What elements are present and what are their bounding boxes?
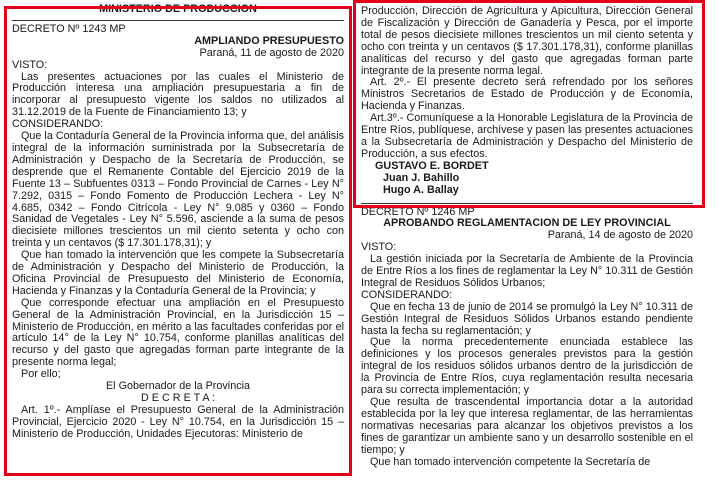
paragraph: Que corresponde efectuar una ampliación en el Presupuesto General de la Administración Provincial, en la Jurisdicción 15 – Ministerio de Producción, en mérito a las facultades conferidas por el artículo 14° de la Ley N° 10.754, conforme planillas analíticas del recurso y del gasto que agregadas forman parte integrante de la presente norma legal; (12, 296, 344, 369)
article-3: Art.3º.- Comuníquese a la Honorable Legislatura de la Provincia de Entre Ríos, publíquese, archívese y pasen las presentes actuaciones a la Subsecretaría de Administración y Despacho del Ministerio de Producción, a sus efectos. (361, 112, 693, 160)
decree-date: Paraná, 14 de agosto de 2020 (547, 229, 693, 242)
signature-block (361, 161, 693, 197)
paragraph: Que resulta de trascendental importancia dotar a la autoridad establecida por la ley que interesa reglamentar, de las herramientas normativas necesarias para alcanzar los objetivos previstos a los fines de garantizar un ambiente sano y un desarrollo sostenible en el tiempo; y (361, 396, 693, 456)
paragraph: Que la norma precedentemente enunciada establece las definiciones y los procesos generales previstos para la gestión integral de los residuos sólidos urbanos dentro de la jurisdicción de la Provincia de Entre Ríos, cuya reglamentación resulta necesaria para su correcta implementación; y (361, 336, 693, 397)
visto-heading: VISTO: (361, 241, 397, 254)
paragraph: Que en fecha 13 de junio de 2014 se promulgó la Ley N° 10.311 de Gestión Integral de Residuos Sólidos Urbanos estando pendiente hasta la fecha su reglamentación; y (361, 300, 693, 337)
signature-governor: GUSTAVO E. BORDET (375, 159, 489, 172)
considerando-heading: CONSIDERANDO: (12, 118, 104, 131)
decree-date: Paraná, 11 de agosto de 2020 (199, 46, 344, 59)
decree-number: DECRETO Nº 1246 MP (361, 205, 475, 218)
paragraph: Las presentes actuaciones por las cuales el Ministerio de Producción interesa una ampliación presupuestaria a fin de incorporar al presupuesto vigente los saldos no utilizados al 31.12.2019 de la Fuente de Financiamiento 13; y (12, 70, 344, 119)
signature-minister: Juan J. Bahillo (383, 171, 460, 184)
article-2: Art. 2º.- El presente decreto será refrendado por los señores Ministros Secretarios de Estado de Producción y de Economía, Hacienda y Finanzas. (361, 76, 693, 113)
divider (12, 20, 344, 21)
visto-heading: VISTO: (12, 58, 48, 71)
right-column (361, 6, 693, 468)
left-column (12, 3, 344, 441)
decree-number: DECRETO Nº 1243 MP (12, 22, 126, 35)
paragraph: Que la Contaduría General de la Provincia informa que, del análisis integral de la información suministrada por la Subsecretaría de Administración y Despacho de la Secretaría de Producción, se desprende que el Remanente Contable del Ejercicio 2019 de la Fuente 13 – Subfuentes 0313 – Fondo Provincial de Carnes - Ley N° 7.292, 0315 – Fondo Fomento de Producción Lechera - Ley N° 4.685, 0342 – Fondo Citrícola - Ley N° 9.085 y 0360 – Fondo Sanidad de Vegetales - Ley N° 5.596, asciende a la suma de pesos diecisiete millones trescientos un mil ciento setenta y ocho con treinta y un centavos ($ 17.301.178,31); y (12, 130, 344, 250)
paragraph: Que han tomado la intervención que les compete la Subsecretaría de Administración y Despacho del Ministerio de Producción, la Oficina Provincial de Presupuesto del Ministerio de Economía, Hacienda y Finanzas y la Contaduría General de la Provincia; y (12, 249, 344, 297)
divider (361, 203, 693, 204)
paragraph: Por ello; (21, 368, 61, 381)
ministry-header: MINISTERIO DE PRODUCCION (99, 3, 257, 15)
article-1: Art. 1º.- Amplíase el Presupuesto General de la Administración Provincial, Ejercicio 2020 - Ley N° 10.754, en la Jurisdicción 15 – Ministerio de Producción, Unidades Ejecutoras: Ministerio de (12, 403, 344, 440)
signature-minister: Hugo A. Ballay (383, 183, 459, 196)
paragraph: Que han tomado intervención competente la Secretaría de (370, 455, 651, 468)
considerando-heading: CONSIDERANDO: (361, 288, 453, 301)
decree-title: APROBANDO REGLAMENTACION DE LEY PROVINCIAL (383, 217, 671, 230)
decreta-heading: D E C R E T A : (140, 392, 215, 404)
decree-title: AMPLIANDO PRESUPUESTO (194, 34, 344, 47)
paragraph: La gestión iniciada por la Secretaría de Ambiente de la Provincia de Entre Ríos a los fines de reglamentar la Ley N° 10.311 de Gestión Integral de Residuos Sólidos Urbanos; (361, 253, 693, 289)
article-1-continuation: Producción, Dirección de Agricultura y Apicultura, Dirección General de Fiscalización y Dirección de Ganadería y Pesca, por el importe total de pesos diecisiete millones trescientos un mil ciento setenta y ocho con treinta y un centavos ($ 17.301.178,31), conforme planillas analíticas del recurso y del gasto que agregadas forman parte integrante de la presente norma legal. (361, 5, 693, 77)
governor-line: El Gobernador de la Provincia (105, 380, 251, 393)
